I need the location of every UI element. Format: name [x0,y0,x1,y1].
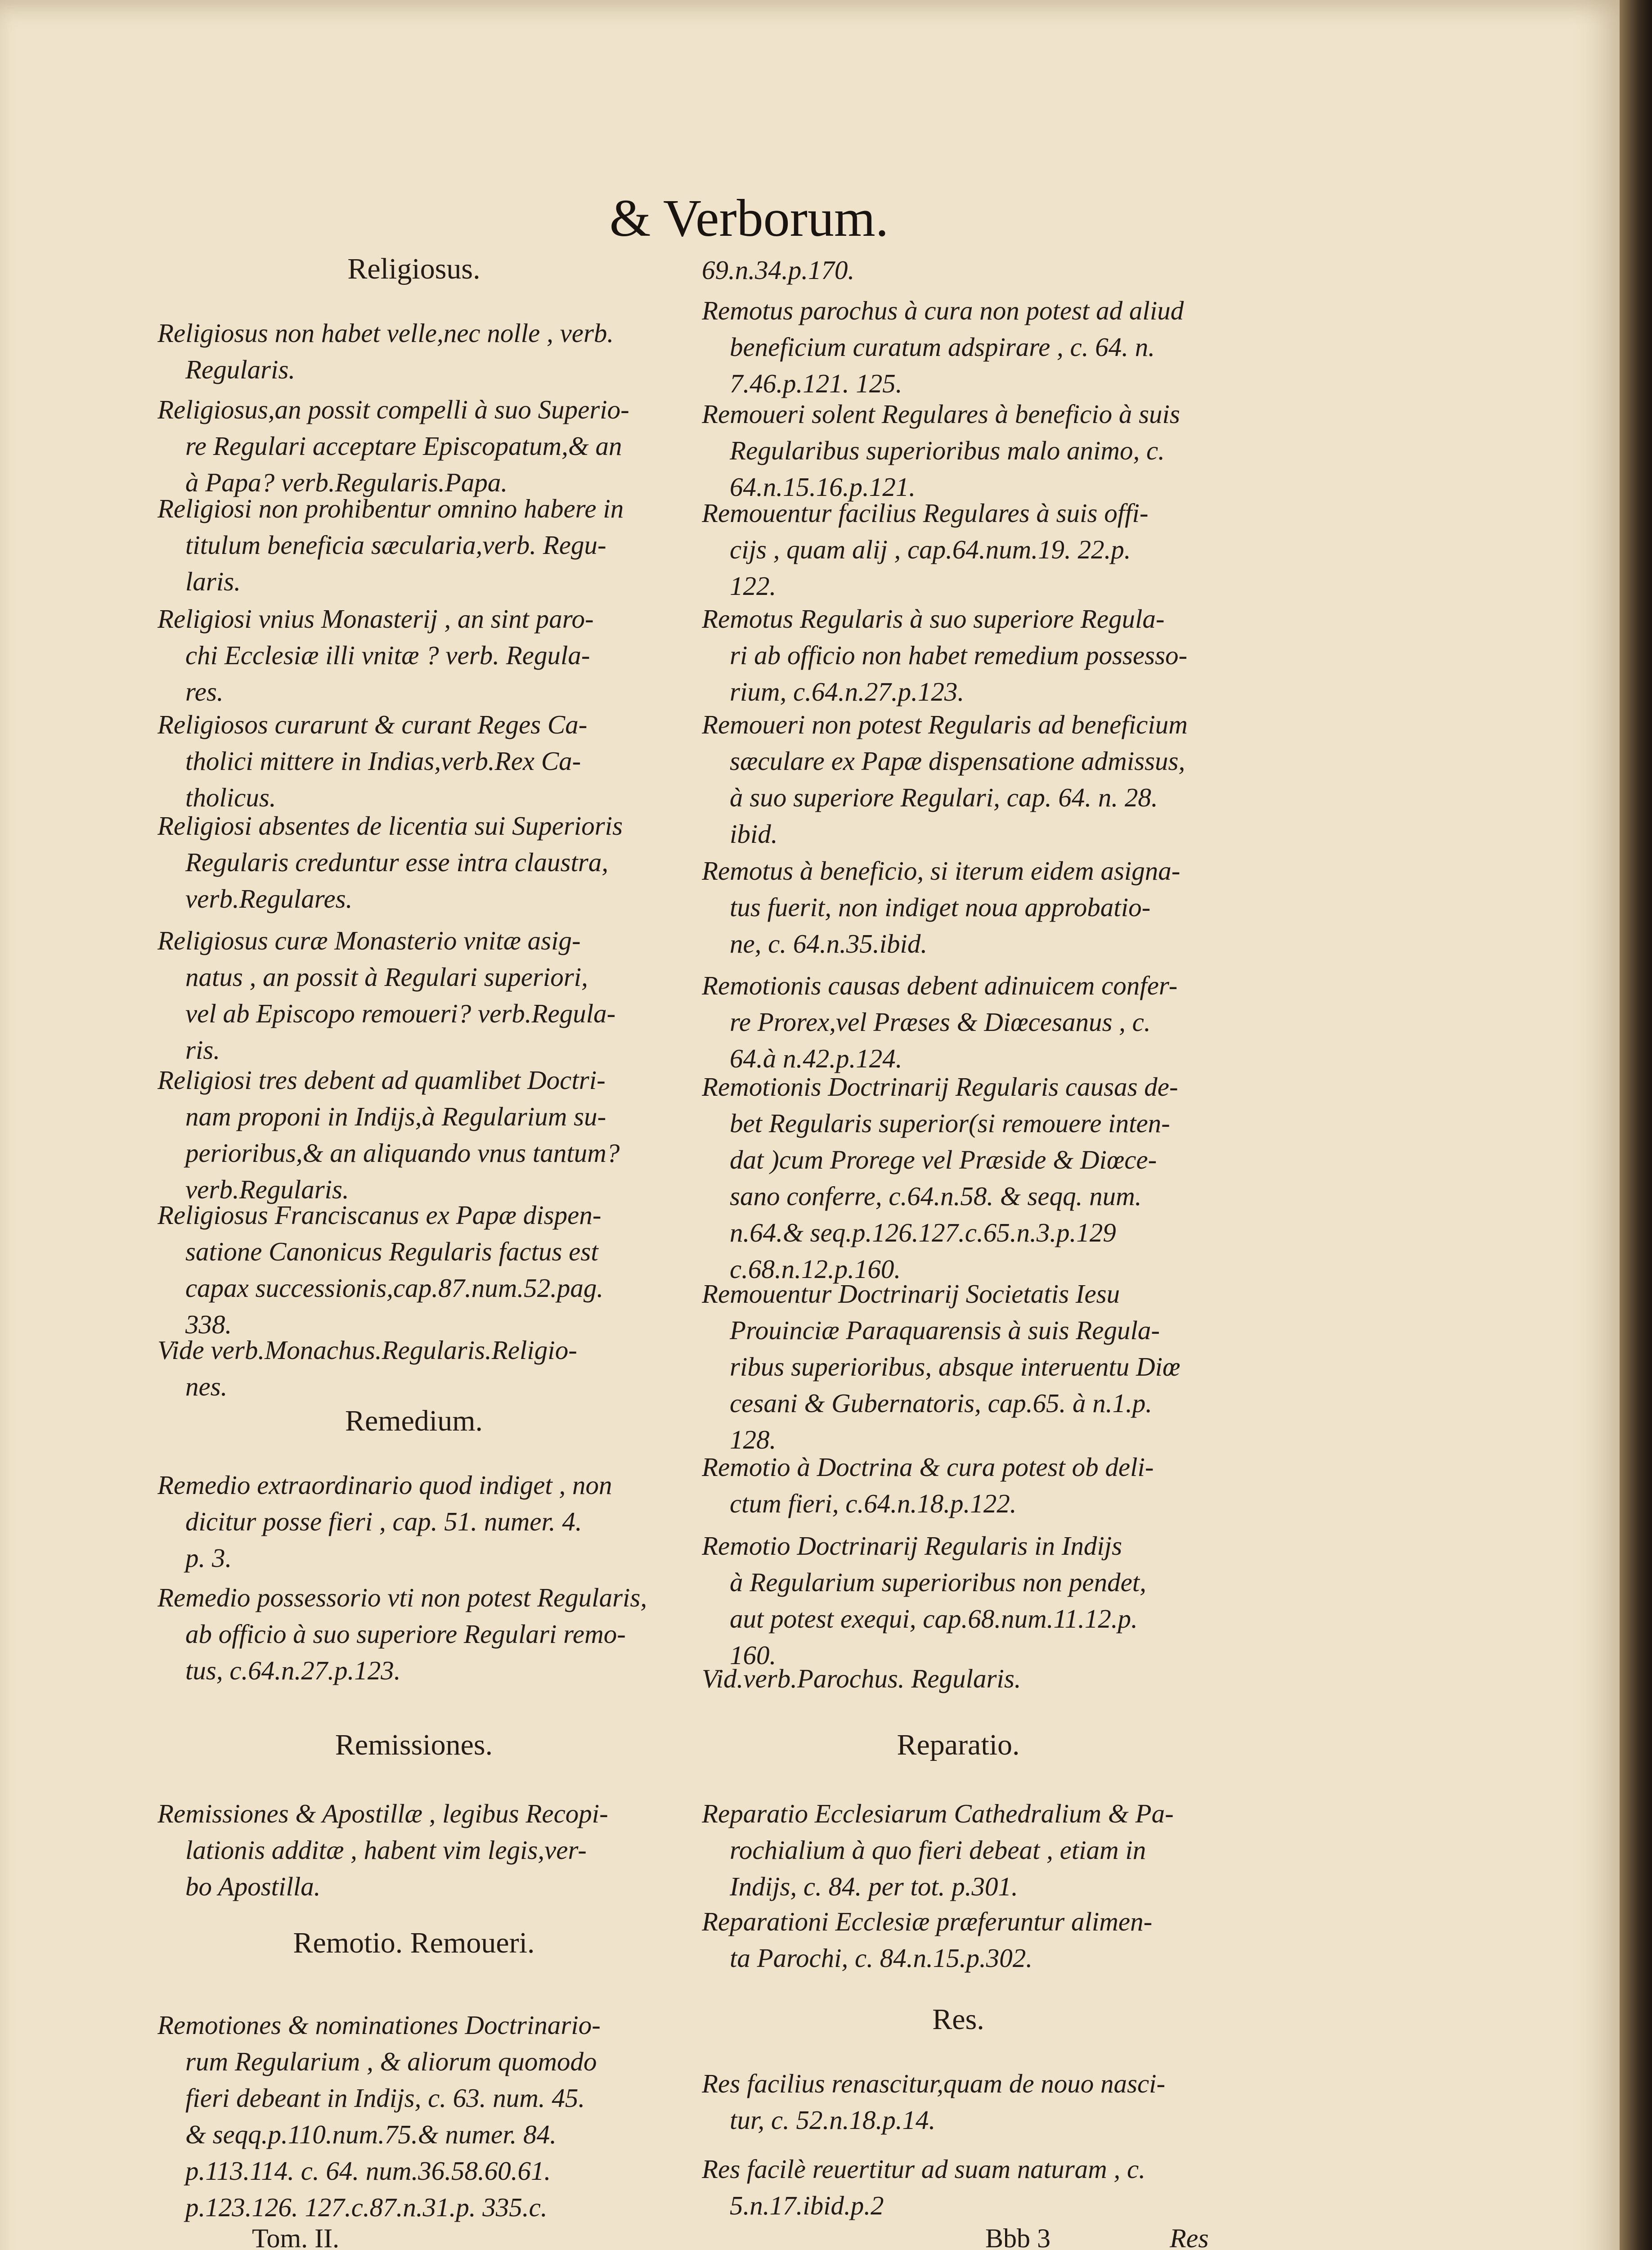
entry-line: Remouentur facilius Regulares à suis offi- [702,498,1149,528]
index-entry [157,706,670,816]
section-heading: Religiosus. [347,252,480,285]
index-entry [702,396,1215,505]
entry-line: Religiosus,an possit compelli à suo Superio- [157,395,629,424]
index-entry [702,1796,1215,1905]
entry-line: 160. [730,1640,777,1670]
entry-line: 7.46.p.121. 125. [730,369,902,398]
index-entry [157,1467,670,1576]
entry-line: ab officio à suo superiore Regulari remo- [185,1619,626,1649]
entry-line: fieri debeant in Indijs, c. 63. num. 45. [185,2083,585,2113]
entry-line: ta Parochi, c. 84.n.15.p.302. [730,1943,1032,1973]
catchword: Res [1170,2223,1209,2250]
index-entry [157,922,670,1068]
entry-line: bet Regularis superior(si remouere inten- [730,1108,1170,1138]
entry-line: Religiosus curæ Monasterio vnitæ asig- [157,926,581,955]
index-entry [702,252,1215,288]
entry-line: tus fuerit, non indiget noua approbatio- [730,892,1151,922]
entry-line: tholici mittere in Indias,verb.Rex Ca- [185,746,581,776]
index-entry [157,315,670,388]
entry-line: Remotio à Doctrina & cura potest ob deli- [702,1452,1154,1482]
index-entry [702,1449,1215,1522]
entry-line: vel ab Episcopo remoueri? verb.Regula- [185,999,616,1028]
entry-line: natus , an possit à Regulari superiori, [185,962,588,992]
entry-line: Vide verb.Monachus.Regularis.Religio- [157,1335,577,1365]
entry-line: Remouentur Doctrinarij Societatis Iesu [702,1279,1120,1309]
entry-line: 338. [185,1310,232,1339]
index-entry [157,1796,670,1905]
entry-line: à Papa? verb.Regularis.Papa. [185,468,508,497]
entry-line: n.64.& seq.p.126.127.c.65.n.3.p.129 [730,1218,1116,1247]
entry-line: nes. [185,1372,228,1401]
entry-line: Remoueri non potest Regularis ad beneficium [702,710,1188,739]
entry-line: ri ab officio non habet remedium possesso- [730,640,1188,670]
entry-line: ctum fieri, c.64.n.18.p.122. [730,1489,1017,1518]
entry-line: p.123.126. 127.c.87.n.31.p. 335.c. [185,2192,548,2222]
entry-line: Remotionis Doctrinarij Regularis causas de- [702,1072,1178,1102]
entry-line: Res facilè reuertitur ad suam naturam , c. [702,2154,1145,2184]
section-heading: Remedium. [345,1404,483,1437]
entry-line: laris. [185,567,241,596]
index-entry [702,1276,1215,1458]
entry-line: ne, c. 64.n.35.ibid. [730,929,928,958]
page-edge [1620,0,1652,2250]
entry-line: 64.à n.42.p.124. [730,1044,902,1073]
entry-line: Regularibus superioribus malo animo, c. [730,436,1165,465]
entry-line: Res facilius renascitur,quam de nouo nasci- [702,2069,1166,2098]
entry-line: Reparatio Ecclesiarum Cathedralium & Pa- [702,1799,1174,1828]
entry-line: Remoueri solent Regulares à beneficio à suis [702,399,1180,429]
entry-line: Religiosi tres debent ad quamlibet Doctri- [157,1065,606,1095]
entry-line: tur, c. 52.n.18.p.14. [730,2105,936,2135]
entry-line: Remotus à beneficio, si iterum eidem asigna- [702,856,1181,886]
entry-line: rium, c.64.n.27.p.123. [730,677,965,706]
index-entry [702,601,1215,710]
index-entry [157,601,670,710]
entry-line: satione Canonicus Regularis factus est [185,1237,598,1266]
section-heading: Res. [932,2003,984,2036]
entry-line: Regularis creduntur esse intra claustra, [185,847,609,877]
index-entry [157,1580,670,1689]
index-entry [157,1062,670,1208]
entry-line: Remissiones & Apostillæ , legibus Recopi- [157,1799,608,1828]
index-entry [157,490,670,600]
entry-line: res. [185,677,224,706]
entry-line: perioribus,& an aliquando vnus tantum? [185,1138,620,1168]
entry-line: Remedio extraordinario quod indiget , non [157,1470,612,1500]
entry-line: tholicus. [185,783,276,812]
entry-line: Religiosi absentes de licentia sui Superioris [157,811,623,841]
entry-line: Regularis. [185,355,296,384]
entry-line: & seqq.p.110.num.75.& numer. 84. [185,2120,557,2149]
entry-line: beneficium curatum adspirare , c. 64. n. [730,332,1155,362]
index-entry [702,968,1215,1077]
entry-line: Remotio Doctrinarij Regularis in Indijs [702,1531,1122,1561]
entry-line: Religiosi non prohibentur omnino habere in [157,494,624,523]
entry-line: Remotus Regularis à suo superiore Regula- [702,604,1165,634]
entry-line: dat )cum Prorege vel Præside & Diœce- [730,1145,1157,1174]
entry-line: cijs , quam alij , cap.64.num.19. 22.p. [730,535,1131,564]
entry-line: re Regulari acceptare Episcopatum,& an [185,431,622,461]
entry-line: Religiosi vnius Monasterij , an sint paro- [157,604,594,634]
index-entry [157,1197,670,1343]
index-entry [702,1904,1215,1976]
entry-line: sæculare ex Papæ dispensatione admissus, [730,746,1185,776]
entry-line: re Prorex,vel Præses & Diœcesanus , c. [730,1007,1151,1037]
entry-line: 5.n.17.ibid.p.2 [730,2191,884,2220]
entry-line: ribus superioribus, absque interuentu Diœ [730,1352,1181,1382]
entry-line: Remotionis causas debent adinuicem confer- [702,971,1178,1000]
entry-line: rochialium à quo fieri debeat , etiam in [730,1835,1146,1865]
index-entry [702,2151,1215,2224]
entry-line: sano conferre, c.64.n.58. & seqq. num. [730,1181,1142,1211]
entry-line: Religiosus Franciscanus ex Papæ dispen- [157,1200,602,1230]
entry-line: ris. [185,1035,220,1065]
entry-line: Remotiones & nominationes Doctrinario- [157,2010,601,2040]
section-heading: Reparatio. [897,1728,1020,1761]
index-entry [157,1332,670,1405]
entry-line: p.113.114. c. 64. num.36.58.60.61. [185,2156,551,2186]
entry-line: ibid. [730,819,778,849]
index-entry [702,1069,1215,1287]
entry-line: bo Apostilla. [185,1872,321,1901]
index-entry [157,808,670,917]
entry-line: cesani & Gubernatoris, cap.65. à n.1.p. [730,1388,1153,1418]
entry-line: c.68.n.12.p.160. [730,1254,901,1284]
entry-line: Religiosus non habet velle,nec nolle , verb. [157,318,614,348]
index-entry [702,1528,1215,1674]
section-heading: Remissiones. [335,1728,493,1761]
entry-line: Prouinciæ Paraquarensis à suis Regula- [730,1315,1160,1345]
index-entry [702,292,1215,402]
entry-line: p. 3. [185,1543,232,1573]
entry-line: Remotus parochus à cura non potest ad aliud [702,296,1184,325]
entry-line: rum Regularium , & aliorum quomodo [185,2047,597,2076]
index-entry [702,706,1215,852]
entry-line: aut potest exequi, cap.68.num.11.12.p. [730,1604,1138,1634]
entry-line: Vid.verb.Parochus. Regularis. [702,1664,1021,1693]
volume-mark: Tom. II. [252,2223,340,2250]
entry-line: 69.n.34.p.170. [702,255,855,285]
entry-line: dicitur posse fieri , cap. 51. numer. 4. [185,1507,582,1536]
entry-line: nam proponi in Indijs,à Regularium su- [185,1102,606,1131]
entry-line: lationis additæ , habent vim legis,ver- [185,1835,587,1865]
entry-line: Reparationi Ecclesiæ præferuntur alimen- [702,1907,1153,1936]
index-entry [702,2066,1215,2138]
section-heading: Remotio. Remoueri. [293,1926,535,1959]
entry-line: Religiosos curarunt & curant Reges Ca- [157,710,588,739]
entry-line: verb.Regulares. [185,884,353,914]
index-entry [702,495,1215,604]
index-entry [157,2007,670,2226]
entry-line: tus, c.64.n.27.p.123. [185,1656,401,1685]
signature-mark: Bbb 3 [985,2223,1051,2250]
entry-line: verb.Regularis. [185,1174,349,1204]
entry-line: à suo superiore Regulari, cap. 64. n. 28. [730,783,1158,812]
entry-line: chi Ecclesiæ illi vnitæ ? verb. Regula- [185,640,590,670]
entry-line: Indijs, c. 84. per tot. p.301. [730,1872,1018,1901]
index-entry [157,392,670,501]
index-entry [702,1660,1215,1697]
entry-line: 128. [730,1425,777,1454]
entry-line: à Regularium superioribus non pendet, [730,1567,1146,1597]
index-entry [702,853,1215,962]
entry-line: titulum beneficia sæcularia,verb. Regu- [185,530,606,560]
entry-line: Remedio possessorio vti non potest Regularis, [157,1583,647,1612]
entry-line: capax successionis,cap.87.num.52.pag. [185,1273,604,1303]
entry-line: 122. [730,571,777,601]
running-header: & Verborum. [609,189,889,248]
entry-line: 64.n.15.16.p.121. [730,472,916,502]
